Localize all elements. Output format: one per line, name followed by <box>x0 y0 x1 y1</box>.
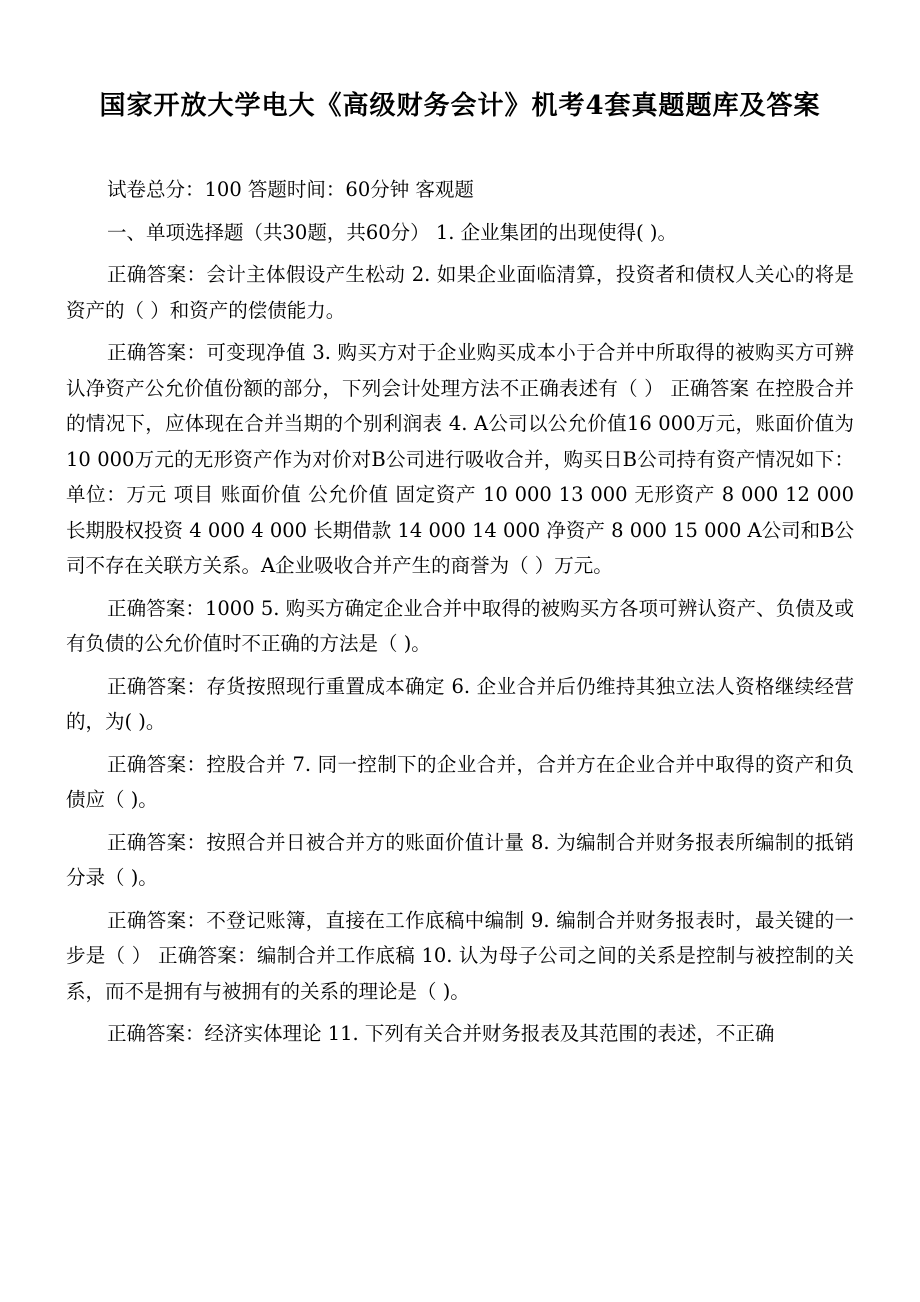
question-paragraph: 正确答案：会计主体假设产生松动 2. 如果企业面临清算，投资者和债权人关心的将是资产的（ ）和资产的偿债能力。 <box>66 263 854 322</box>
question-paragraph: 正确答案：经济实体理论 11. 下列有关合并财务报表及其范围的表述，不正确 <box>107 1022 775 1045</box>
question-paragraph: 正确答案：控股合并 7. 同一控制下的企业合并，合并方在企业合并中取得的资产和负债应（ )。 <box>66 752 854 811</box>
document-title: 国家开放大学电大《高级财务会计》机考4套真题题库及答案 <box>99 91 821 121</box>
question-paragraph: 正确答案：可变现净值 3. 购买方对于企业购买成本小于合并中所取得的被购买方可辨认净资产公允价值份额的部分，下列会计处理方法不正确表述有（ ） 正确答案 在控股合并的情况下，应体现在合并当期的个别利润表 4. A公司以公允价值16 000万元，账面价值为10 000万元的无形资产作为对价对B公司进行吸收合并，购买日B公司持有资产情况如下： 单位：万元 项目 账面价值 公允价值 固定资产 10 000 13 000 无形资产 8 000 12 000 长期股权投资 4 000 4 000 长期借款 14 000 14 000 净资产 8 000 15 000 A公司和B公司不存在关联方关系。A企业吸收合并产生的商誉为（ ）万元。 <box>66 341 854 577</box>
section-heading-paragraph: 一、单项选择题（共30题，共60分） 1. 企业集团的出现使得( )。 <box>107 220 678 244</box>
exam-info-paragraph: 试卷总分：100 答题时间：60分钟 客观题 <box>107 178 474 201</box>
question-paragraph: 正确答案：存货按照现行重置成本确定 6. 企业合并后仍维持其独立法人资格继续经营的，为( )。 <box>66 674 854 733</box>
question-paragraph: 正确答案：按照合并日被合并方的账面价值计量 8. 为编制合并财务报表所编制的抵销分录（ )。 <box>66 830 854 889</box>
question-paragraph: 正确答案：1000 5. 购买方确定企业合并中取得的被购买方各项可辨认资产、负债及或有负债的公允价值时不正确的方法是（ )。 <box>66 596 854 655</box>
question-paragraph: 正确答案：不登记账簿，直接在工作底稿中编制 9. 编制合并财务报表时，最关键的一步是（ ） 正确答案：编制合并工作底稿 10. 认为母子公司之间的关系是控制与被控制的关系，而不是拥有与被拥有的关系的理论是（ )。 <box>66 908 854 1003</box>
document-body <box>66 172 854 1052</box>
